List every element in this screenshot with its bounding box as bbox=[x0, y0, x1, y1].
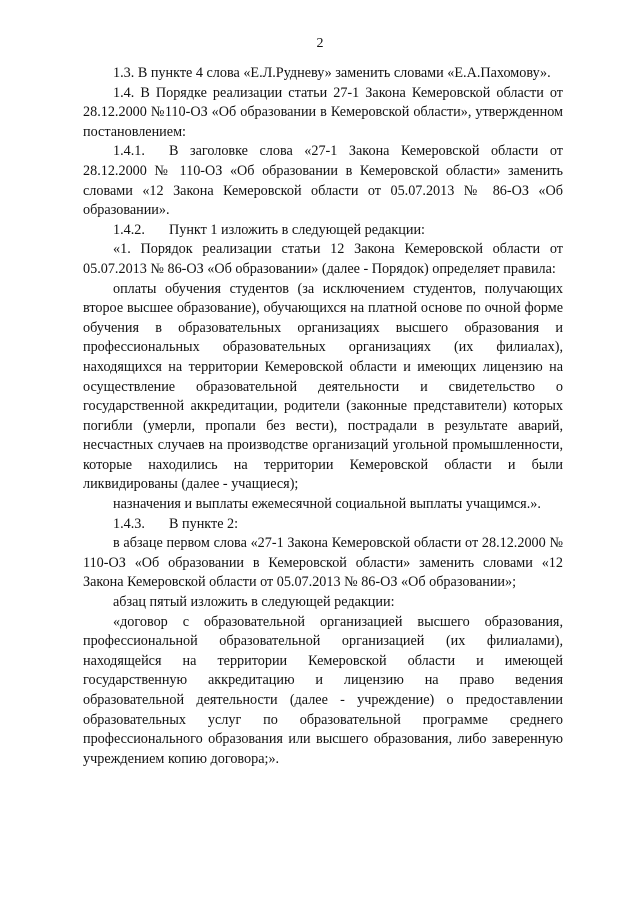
paragraph-first-abzac bbox=[83, 534, 563, 593]
clause-number: 1.4.1. bbox=[113, 143, 145, 160]
clause-number: 1.4.3. bbox=[113, 515, 145, 532]
paragraph-text: назначения и выплаты ежемесячной социальной выплаты учащимся.». bbox=[113, 496, 541, 513]
paragraph-1-4 bbox=[83, 84, 563, 143]
paragraph-text: «1. Порядок реализации статьи 12 Закона Кемеровской области от 05.07.2013 № 86-ОЗ «Об образовании» (далее - Порядок) определяет правила: bbox=[83, 241, 563, 277]
paragraph-text: 1.4. В Порядке реализации статьи 27-1 Закона Кемеровской области от 28.12.2000 №110-ОЗ «Об образовании в Кемеровской области», утвержденном постановлением: bbox=[83, 84, 563, 140]
paragraph-tuition-payment bbox=[83, 280, 563, 496]
paragraph-text: «договор с образовательной организацией высшего образования, профессиональной образовательной организацией (их филиалами), находящейся на территории Кемеровской области и имеющей государственную аккредитацию и лицензию на право ведения образовательной деятельности (далее - учреждение) о предоставлении образовательных услуг по образовательной программе среднего профессионального образования или высшего образования, либо заверенную учреждением копию договора;». bbox=[83, 613, 563, 767]
paragraph-text: Пункт 1 изложить в следующей редакции: bbox=[169, 221, 425, 238]
clause-number: 1.4.2. bbox=[113, 221, 145, 238]
paragraph-text: оплаты обучения студентов (за исключением студентов, получающих второе высшее образование), обучающихся на платной основе по очной форме обучения в образовательных организациях высшего образования и профессиональных образовательных организациях (их филиалах), находящихся на территории Кемеровской области и имеющих лицензию на осуществление образовательной деятельности и свидетельство о государственной аккредитации, родители (законные представители) которых погибли (умерли, пропали без вести), пострадали в результате аварий, несчастных случаев на производстве организаций угольной промышленности, которые находились на территории Кемеровской области и были ликвидированы (далее - учащиеся); bbox=[83, 280, 563, 493]
paragraph-text: В пункте 2: bbox=[169, 515, 239, 532]
paragraph-fifth-abzac bbox=[83, 593, 563, 613]
paragraph-procedure-rules bbox=[83, 240, 563, 279]
paragraph-1-4-1 bbox=[83, 142, 563, 220]
paragraph-text: абзац пятый изложить в следующей редакции: bbox=[113, 594, 395, 611]
paragraph-monthly-payment bbox=[83, 495, 563, 515]
paragraph-1-4-3 bbox=[83, 515, 563, 535]
document-body bbox=[83, 64, 563, 769]
paragraph-1-3 bbox=[83, 64, 563, 84]
paragraph-text: в абзаце первом слова «27-1 Закона Кемеровской области от 28.12.2000 № 110-ОЗ «Об образовании в Кемеровской области» заменить словами «12 Закона Кемеровской области от 05.07.2013 № 86-ОЗ «Об образовании»; bbox=[83, 535, 563, 591]
paragraph-contract bbox=[83, 613, 563, 770]
paragraph-text: 1.3. В пункте 4 слова «Е.Л.Рудневу» заменить словами «Е.А.Пахомову». bbox=[113, 65, 551, 81]
paragraph-1-4-2 bbox=[83, 221, 563, 241]
page-number: 2 bbox=[316, 36, 324, 51]
paragraph-text: В заголовке слова «27-1 Закона Кемеровской области от 28.12.2000 № 110-ОЗ «Об образовании в Кемеровской области» заменить словами «12 Закона Кемеровской области от 05.07.2013 № 86-ОЗ «Об образовании». bbox=[83, 143, 563, 219]
